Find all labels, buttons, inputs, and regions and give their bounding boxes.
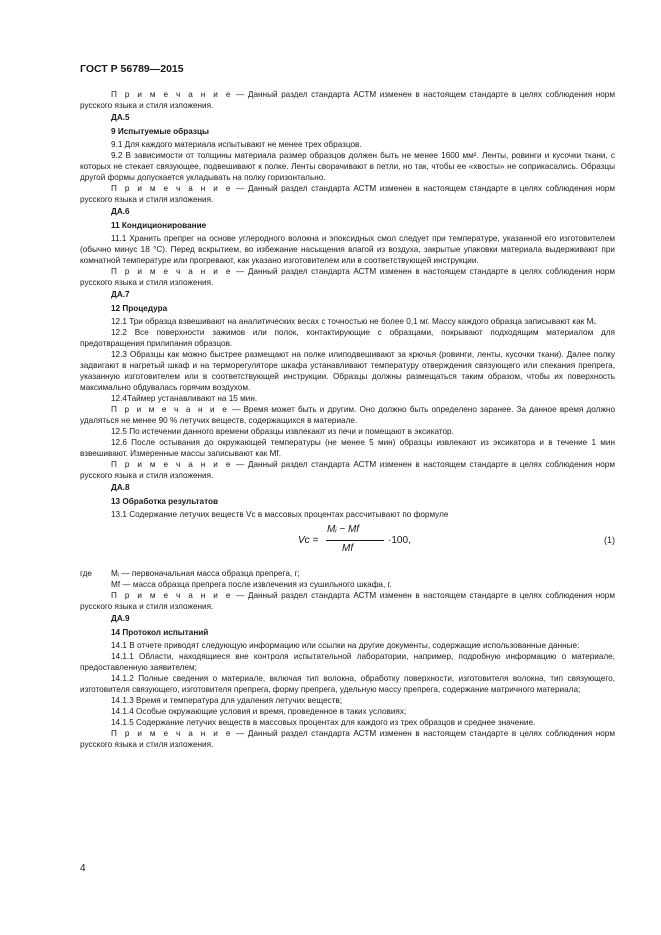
section-9-title: 9 Испытуемые образцы <box>111 127 209 136</box>
note-paragraph <box>80 183 615 205</box>
annex-da5: ДА.5 <box>111 113 130 122</box>
note-text: — Данный раздел стандарта АСТМ изменен в настоящем стандарте в целях соблюдения норм русского языка и стиля изложения. <box>80 591 615 611</box>
paragraph-12-1: 12.1 Три образца взвешивают на аналитических весах с точностью не более 0,1 мг. Массу каждого образца записывают как Mᵢ. <box>111 317 597 326</box>
note-label: П р и м е ч а н и е <box>111 267 233 276</box>
note-paragraph <box>80 728 615 750</box>
paragraph-14-1-2: 14.1.2 Полные сведения о материале, включая тип волокна, обработку поверхности, изготовителя волокна, тип связующего, изготовителя связующего, изготовителя препрега, форму препрега, удельную массу препрега, содержание матричного материала; <box>80 674 615 694</box>
section-14-title: 14 Протокол испытаний <box>111 628 209 637</box>
legend-where: где <box>80 569 92 578</box>
paragraph-14-1: 14.1 В отчете приводят следующую информацию или ссылки на другие документы, содержащие использованные данные: <box>111 641 580 650</box>
paragraph-12-3: 12.3 Образцы как можно быстрее размещают на полке илиподвешивают за крючья (ровинги, ленты, кусочки ткани). Далее полку задвигают в нагретый шкаф и на терморегуляторе шкафа устанавливают температуру отверждения связующего или спекания препрега, указанную изготовителем или в соответствующей инструкции. Образцы должны размещаться таким образом, чтобы их поверхность максимально обдувалась горячим воздухом. <box>80 350 615 392</box>
note-paragraph <box>80 89 615 111</box>
paragraph-9-1: 9.1 Для каждого материала испытывают не менее трех образцов. <box>111 140 362 149</box>
paragraph-13-1: 13.1 Содержание летучих веществ Vc в массовых процентах рассчитывают по формуле <box>111 510 449 519</box>
legend-mi: Mᵢ — первоначальная масса образца препрега, г; <box>111 569 300 578</box>
note-text: — Данный раздел стандарта АСТМ изменен в настоящем стандарте в целях соблюдения норм русского языка и стиля изложения. <box>80 729 615 749</box>
annex-da9: ДА.9 <box>111 614 130 623</box>
section-13-title: 13 Обработка результатов <box>111 497 219 506</box>
formula-fraction-bar <box>326 540 384 541</box>
note-paragraph <box>80 459 615 481</box>
formula-volatile-content <box>80 523 615 563</box>
paragraph-9-2: 9.2 В зависимости от толщины материала размер образцов должен быть не менее 1600 мм². Ленты, ровинги и кусочки ткани, с которых не стекает связующее, подвешивают к полке. Ленты сворачивают в петли, но так, чтобы ее «хвосты» не соприкасались. Образцы другой формы допускается укладывать на полку горизонтально. <box>80 151 615 182</box>
legend-mf: Mf — масса образца препрега после извлечения из сушильного шкафа, г. <box>111 580 392 589</box>
paragraph-12-6: 12.6 После остывания до окружающей температуры (не менее 5 мин) образцы извлекают из эксикатора и в течение 1 мин взвешивают. Измеренные массы записывают как Mf. <box>80 438 615 458</box>
page-number: 4 <box>80 863 86 874</box>
paragraph-14-1-4: 14.1.4 Особые окружающие условия и время, проведенное в таких условиях; <box>111 707 407 716</box>
note-text: — Данный раздел стандарта АСТМ изменен в настоящем стандарте в целях соблюдения норм русского языка и стиля изложения. <box>80 267 615 287</box>
note-text: — Данный раздел стандарта АСТМ изменен в настоящем стандарте в целях соблюдения норм русского языка и стиля изложения. <box>80 184 615 204</box>
formula-numerator: Mᵢ − Mf <box>327 524 360 535</box>
note-text: — Данный раздел стандарта АСТМ изменен в настоящем стандарте в целях соблюдения норм русского языка и стиля изложения. <box>80 90 615 110</box>
paragraph-12-2: 12.2 Все поверхности зажимов или полок, контактирующие с образцами, покрывают подходящим материалом для предотвращения прилипания образцов. <box>80 328 615 348</box>
annex-da7: ДА.7 <box>111 290 130 299</box>
paragraph-14-1-1: 14.1.1 Области, находящиеся вне контроля испытательной лаборатории, например, подробную информацию о материале, предоставленную заявителем; <box>80 652 615 672</box>
note-label: П р и м е ч а н и е <box>111 460 233 469</box>
note-text-timer: — Время может быть и другим. Оно должно быть определено заранее. За данное время должно удаляться не менее 90 % летучих веществ, содержащихся в материале. <box>80 405 615 425</box>
formula-lhs: Vc = <box>298 535 319 546</box>
note-paragraph <box>80 590 615 612</box>
note-paragraph <box>80 266 615 288</box>
formula-number: (1) <box>604 535 615 545</box>
note-label: П р и м е ч а н и е <box>111 184 233 193</box>
note-label: П р и м е ч а н и е <box>111 729 233 738</box>
note-label: П р и м е ч а н и е <box>111 591 233 600</box>
paragraph-12-5: 12.5 По истечении данного времени образцы извлекают из печи и помещают в эксикатор. <box>111 427 454 436</box>
note-text: — Данный раздел стандарта АСТМ изменен в настоящем стандарте в целях соблюдения норм русского языка и стиля изложения. <box>80 460 615 480</box>
paragraph-14-1-3: 14.1.3 Время и температура для удаления летучих веществ; <box>111 696 342 705</box>
note-paragraph <box>80 404 615 426</box>
formula-multiplier: ·100, <box>388 535 411 546</box>
note-label: П р и м е ч а н и е <box>111 90 233 99</box>
section-12-title: 12 Процедура <box>111 304 168 313</box>
formula-denominator: Mf <box>342 543 354 554</box>
paragraph-11-1: 11.1 Хранить препрег на основе углеродного волокна и эпоксидных смол следует при температуре, указанной его изготовителем (обычно минус 18 °С). Перед вскрытием, во избежание насыщения влагой из воздуха, закрытые упаковки материала выдерживают при комнатной температуре или прогревают, как указано изготовителем или в соответствующей инструкции. <box>80 234 615 265</box>
annex-da6: ДА.6 <box>111 207 130 216</box>
section-11-title: 11 Кондиционирование <box>111 221 207 230</box>
page-content <box>80 89 615 750</box>
annex-da8: ДА.8 <box>111 483 130 492</box>
standard-header: ГОСТ Р 56789—2015 <box>80 63 184 75</box>
paragraph-12-4: 12.4Таймер устанавливают на 15 мин. <box>111 394 258 403</box>
formula-legend <box>80 568 615 590</box>
paragraph-14-1-5: 14.1.5 Содержание летучих веществ в массовых процентах для каждого из трех образцов и среднее значение. <box>111 718 536 727</box>
note-label: П р и м е ч а н и е <box>111 405 229 414</box>
